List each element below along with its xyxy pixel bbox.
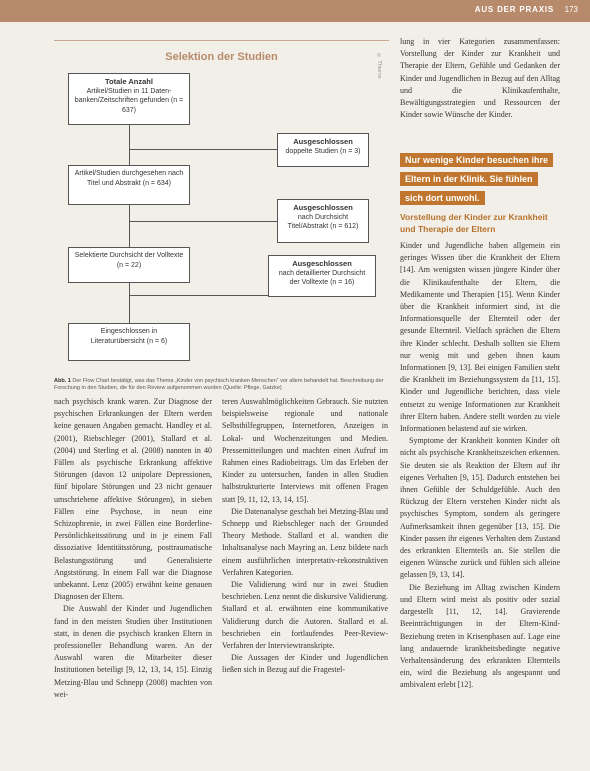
caption-label: Abb. 1 bbox=[54, 378, 71, 384]
arrow bbox=[129, 221, 277, 222]
paragraph: nach psychisch krank waren. Zur Diagnose der psychischen Erkrankungen der Eltern werden keine genauen Angaben gemacht. Handley et al. (2001), Riebschleger (2001), Stallard et al. (2004) und Sterling et al. (2008) nannten in 40 Fällen als psychische Erkrankung affektive Störungen (davon 12 unipolare Depressionen, fünf bipolare Störungen und 23 nicht genauer umschriebene affektive Störungen), in sieben Fällen eine Psychose, in neun eine Schizophrenie, in zwei Fällen eine Borderline-Persönlichkeitsstörung und in je einem Fall dissoziative Identitätsstörung, posttraumatische Belastungsstörung und Generalisierte Angststörung. In einem Fall war die Diagnose unbekannt. Lenz (2005) erwähnt keine genauen Diagnosen der Eltern. bbox=[54, 397, 212, 602]
paragraph: Symptome der Krankheit konnten Kinder oft nicht als psychische Krankheitszeichen erkennen. Sie deuten sie als Reaktion der Eltern auf ihr eigenes Verhalten [9, 15]. Dadurch entstehen bei ihnen Gefühle der Schuldgefühle. Auch den Rückzug der Eltern verstehen Kinder nicht als psychisches Symptom, sondern als geringere Aufmerksamkeit ihnen gegenüber [13, 15]. Die Kinder passen ihr eigenes Verhalten dem Zustand des erkrankten Elternteils an. Sie stellen die eigenen Wünsche zurück und fühlen sich alleine gelassen [9, 13, 14]. bbox=[400, 436, 560, 580]
header-bar bbox=[0, 0, 590, 22]
box-included bbox=[68, 323, 190, 361]
text-column-3-bottom bbox=[400, 240, 560, 762]
section-title: AUS DER PRAXIS bbox=[474, 5, 554, 14]
figure-title: Selektion der Studien bbox=[165, 51, 278, 63]
box-excl2-body: nach Durchsicht Titel/Abstrakt (n = 612) bbox=[287, 213, 359, 230]
figure-caption bbox=[54, 378, 389, 392]
paragraph: Die Datenanalyse geschah bei Metzing-Blau und Schnepp und Riebschleger nach der Grounded Theory Methode. Stallard et al. wandten die Inhaltsanalyse nach Mayring an. Lenz bildete nach einem ausführlichen interpretativ-rekonstruktiven Verfahren Kategorien. bbox=[222, 506, 388, 577]
box-included-body: Eingeschlossen in Literaturübersicht (n = 6) bbox=[90, 328, 168, 345]
box-eligible-body: Selektierte Durchsicht der Volltexte (n = 22) bbox=[74, 252, 184, 269]
text-column-3-top bbox=[400, 36, 560, 146]
arrow bbox=[129, 125, 130, 165]
box-excl3-title: Ausgeschlossen bbox=[292, 259, 352, 268]
paragraph: teren Auswahlmöglichkeiten Gebrauch. Sie nutzten beispielsweise regionale und nationale Selbsthilfegruppen, Internetforen, Anzeigen in Lokal- und Wochenzeitungen und Medien. Pressemitteilungen und machten einen Aufruf im Rahmen eines Radiobeitrags. Um das Erleben der Kinder zu untersuchen, fanden in allen Studien halbstrukturierte Interviews mit offenen Fragen statt [9, 11, 12, 13, 14, 15]. bbox=[222, 397, 388, 504]
box-excluded-duplicates bbox=[277, 133, 369, 167]
box-screened-body: Artikel/Studien durchgesehen nach Titel und Abstrakt (n = 634) bbox=[74, 170, 184, 187]
box-excl1-body: doppelte Studien (n = 3) bbox=[285, 147, 361, 155]
arrow bbox=[129, 295, 277, 296]
box-excluded-fulltext bbox=[268, 255, 376, 297]
box-total-title: Totale Anzahl bbox=[105, 77, 153, 86]
box-total-body: Artikel/Studien in 11 Daten-banken/Zeitschriften gefunden (n = 637) bbox=[74, 87, 184, 114]
figure-copyright: © Thieme bbox=[376, 53, 382, 79]
text-column-2 bbox=[222, 396, 388, 762]
paragraph: Die Validierung wird nur in zwei Studien beschrieben. Lenz nennt die diskursive Validierung. Stallard et al. erwähnten eine kommunikative Validierung durch die Autoren. Stallard et al. beschrieben ein fortlaufendes Peer-Review-Verfahren der Interviewtranskripte. bbox=[222, 580, 388, 651]
box-screened bbox=[68, 165, 190, 205]
pull-quote bbox=[400, 150, 550, 207]
paragraph: lung in vier Kategorien zusammenfassen: Vorstellung der Kinder zur Krankheit und Therapie der Eltern, Gefühle und Gedanken der Kinder und Jugendlichen in Bezug auf den Alltag und die Klinikaufenthalte, Bewältigungsstrategien und Ressourcen der Kinder sowie Wünsche der Kinder. bbox=[400, 37, 560, 120]
flow-chart-figure bbox=[54, 40, 389, 371]
arrow bbox=[129, 283, 130, 323]
page-number: 173 bbox=[564, 5, 578, 14]
arrow bbox=[129, 149, 277, 150]
arrow bbox=[129, 205, 130, 247]
box-excl2-title: Ausgeschlossen bbox=[293, 203, 353, 212]
paragraph: Die Aussagen der Kinder und Jugendlichen ließen sich in Bezug auf die Fragestel- bbox=[222, 653, 388, 675]
text-column-1 bbox=[54, 396, 212, 762]
box-eligible bbox=[68, 247, 190, 283]
box-excl3-body: nach detaillierter Durchsicht der Volltexte (n = 16) bbox=[278, 269, 366, 286]
box-excl1-title: Ausgeschlossen bbox=[293, 137, 353, 146]
caption-text: Der Flow Chart bestätigt, was das Thema „Kinder von psychisch kranken Menschen“ vor allem behandelt hat. Beschreibung der Forschung in den Studien, die für den Review aufgenommen wurden (Quelle: Pflege, Gatzke) bbox=[54, 378, 384, 391]
box-total bbox=[68, 73, 190, 125]
pull-quote-text: Nur wenige Kinder besuchen ihre Eltern in der Klinik. Sie fühlen sich dort unwohl. bbox=[400, 153, 553, 205]
paragraph: Die Auswahl der Kinder und Jugendlichen fand in den meisten Studien über Institutionen statt, in denen die psychisch kranken Eltern in professioneller Behandlung waren. An der Auswahl waren die Mitarbeiter dieser Institutionen beteiligt [9, 12, 13, 14, 15]. Einzig Metzing-Blau und Schnepp (2008) machten von wei- bbox=[54, 604, 212, 699]
section-subheading: Vorstellung der Kinder zur Krankheit und Therapie der Eltern bbox=[400, 212, 548, 234]
paragraph: Die Beziehung im Alltag zwischen Kindern und Eltern wird meist als positiv oder sozial dargestellt [11, 12, 14]. Gravierende Beeinträchtigungen in der Eltern-Kind-Beziehung treten in Krisenphasen auf. Lage eine lang andauernde krankheitsbedingte negative Verhaltensänderung des erkrankten Elternteils ein, wird die Beziehung als angespannt und ambivalent erlebt [12]. bbox=[400, 582, 560, 690]
box-excluded-title-abstract bbox=[277, 199, 369, 243]
paragraph: Kinder und Jugendliche haben allgemein ein geringes Wissen über die Krankheit der Eltern [14]. Am wenigsten wissen jüngere Kinder über die Klinikaufenthalte der Eltern, die Medikamente und Therapien [15]. Wenn Kinder über die Krankheit informiert sind, ist die Informationsquelle der Elternteil oder der gesunde Elternteil. Vielfach sprächen die Eltern ihre Kinder schlecht. Deshalb sollten sie Eltern nur wenig mit und geben ihnen kaum Informationen [9, 13]. Bei einigen Familien steht die Krankheit im Beziehungssystem da [11, 15]. Kinder und Jugendliche berichten, dass viele entsetzt zu wenige Informationen zur Krankheit ihrer Eltern haben. Andere stellt worden zu viele Informationen belastend auf sie wirken. bbox=[400, 241, 560, 434]
